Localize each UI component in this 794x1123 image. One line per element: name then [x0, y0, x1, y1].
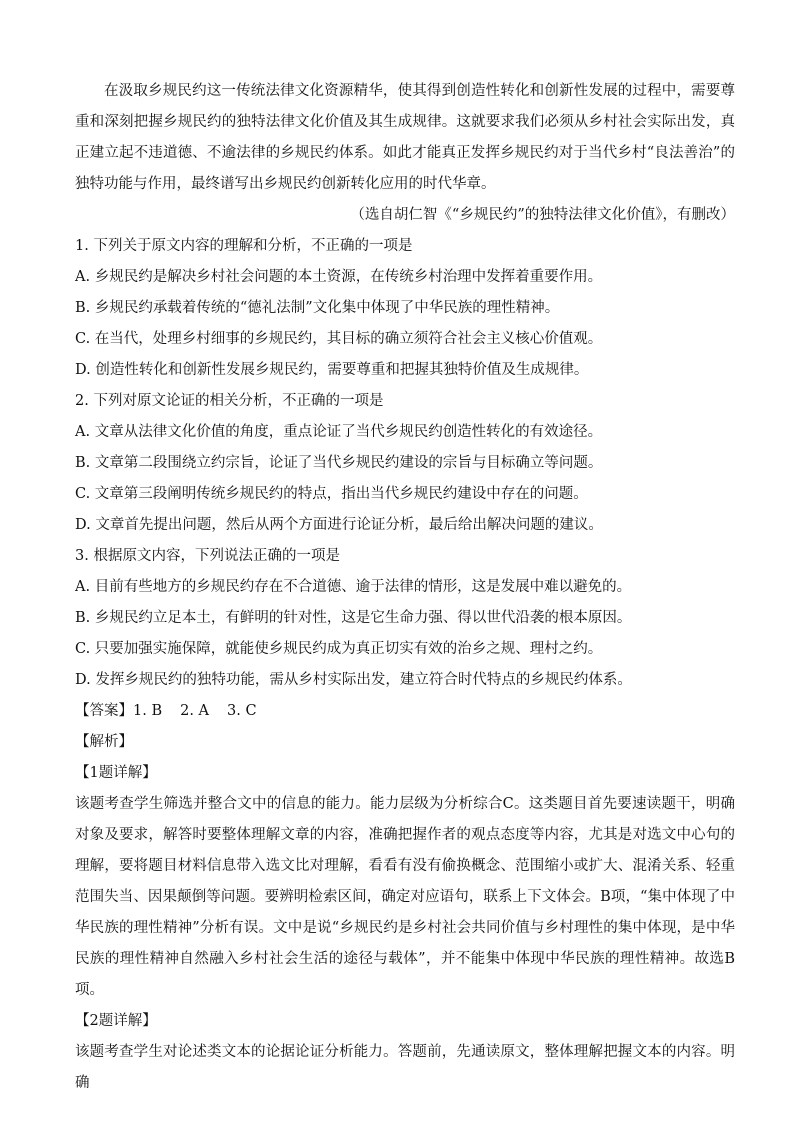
q1-detail-body: 该题考查学生筛选并整合文中的信息的能力。能力层级为分析综合C。这类题目首先要速读题干，明确对象及要求，解答时要整体理解文章的内容，准确把握作者的观点态度等内容，尤其是对选文中心句的理解，要将题目材料信息带入选文比对理解，看看有没有偷换概念、范围缩小或扩大、混淆关系、轻重范围失当、因果颠倒等问题。要辨明检索区间，确定对应语句，联系上下文体会。B项，“集中体现了中华民族的理性精神”分析有误。文中是说“乡规民约是乡村社会共同价值与乡村理性的集中体现，是中华民族的理性精神自然融入乡村社会生活的途径与载体”，并不能集中体现中华民族的理性精神。故选B项。	[75, 796, 735, 998]
option-b: B. 乡规民约承载着传统的“德礼法制”文化集中体现了中华民族的理性精神。	[75, 300, 560, 316]
option-c: C. 文章第三段阐明传统乡规民约的特点，指出当代乡规民约建设中存在的问题。	[75, 486, 588, 502]
answer-1: 1. B	[133, 703, 163, 719]
answer-3: 3. C	[227, 703, 257, 719]
document-page	[75, 76, 735, 1099]
question-2	[75, 386, 735, 541]
q2-detail-title: 【2题详解】	[75, 1013, 157, 1029]
option-a: A. 文章从法律文化价值的角度，重点论证了当代乡规民约创造性转化的有效途径。	[75, 424, 603, 440]
option-d: D. 文章首先提出问题，然后从两个方面进行论证分析，最后给出解决问题的建议。	[75, 517, 603, 533]
answer-label: 【答案】	[75, 703, 133, 719]
option-a: A. 乡规民约是解决乡村社会问题的本土资源，在传统乡村治理中发挥着重要作用。	[75, 269, 603, 285]
q2-detail-body: 该题考查学生对论述类文本的论据论证分析能力。答题前，先通读原文，整体理解把握文本的内容。明确	[75, 1044, 735, 1091]
answer-line	[75, 696, 735, 727]
option-b: B. 文章第二段围绕立约宗旨，论证了当代乡规民约建设的宗旨与目标确立等问题。	[75, 455, 603, 471]
option-b: B. 乡规民约立足本土，有鲜明的针对性，这是它生命力强、得以世代沿袭的根本原因。	[75, 610, 632, 626]
option-a: A. 目前有些地方的乡规民约存在不合道德、逾于法律的情形，这是发展中难以避免的。	[75, 579, 632, 595]
question-stem: 1. 下列关于原文内容的理解和分析，不正确的一项是	[75, 238, 413, 254]
question-1	[75, 231, 735, 386]
question-3	[75, 541, 735, 696]
passage-source: （选自胡仁智《“乡规民约”的独特法律文化价值》，有删改）	[350, 207, 735, 223]
passage-paragraph: 在汲取乡规民约这一传统法律文化资源精华，使其得到创造性转化和创新性发展的过程中，需要尊重和深刻把握乡规民约的独特法律文化价值及其生成规律。这就要求我们必须从乡村社会实际出发，真正建立起不违道德、不逾法律的乡规民约体系。如此才能真正发挥乡规民约对于当代乡村“良法善治”的独特功能与作用，最终谱写出乡规民约创新转化应用的时代华章。	[75, 83, 735, 192]
option-c: C. 在当代，处理乡村细事的乡规民约，其目标的确立须符合社会主义核心价值观。	[75, 331, 603, 347]
answer-2: 2. A	[180, 703, 210, 719]
analysis-label: 【解析】	[75, 734, 133, 750]
question-stem: 3. 根据原文内容，下列说法正确的一项是	[75, 548, 340, 564]
question-stem: 2. 下列对原文论证的相关分析，不正确的一项是	[75, 393, 384, 409]
option-c: C. 只要加强实施保障，就能使乡规民约成为真正切实有效的治乡之规、理村之约。	[75, 641, 603, 657]
option-d: D. 发挥乡规民约的独特功能，需从乡村实际出发，建立符合时代特点的乡规民约体系。	[75, 672, 632, 688]
option-d: D. 创造性转化和创新性发展乡规民约，需要尊重和把握其独特价值及生成规律。	[75, 362, 589, 378]
q1-detail-title: 【1题详解】	[75, 765, 157, 781]
